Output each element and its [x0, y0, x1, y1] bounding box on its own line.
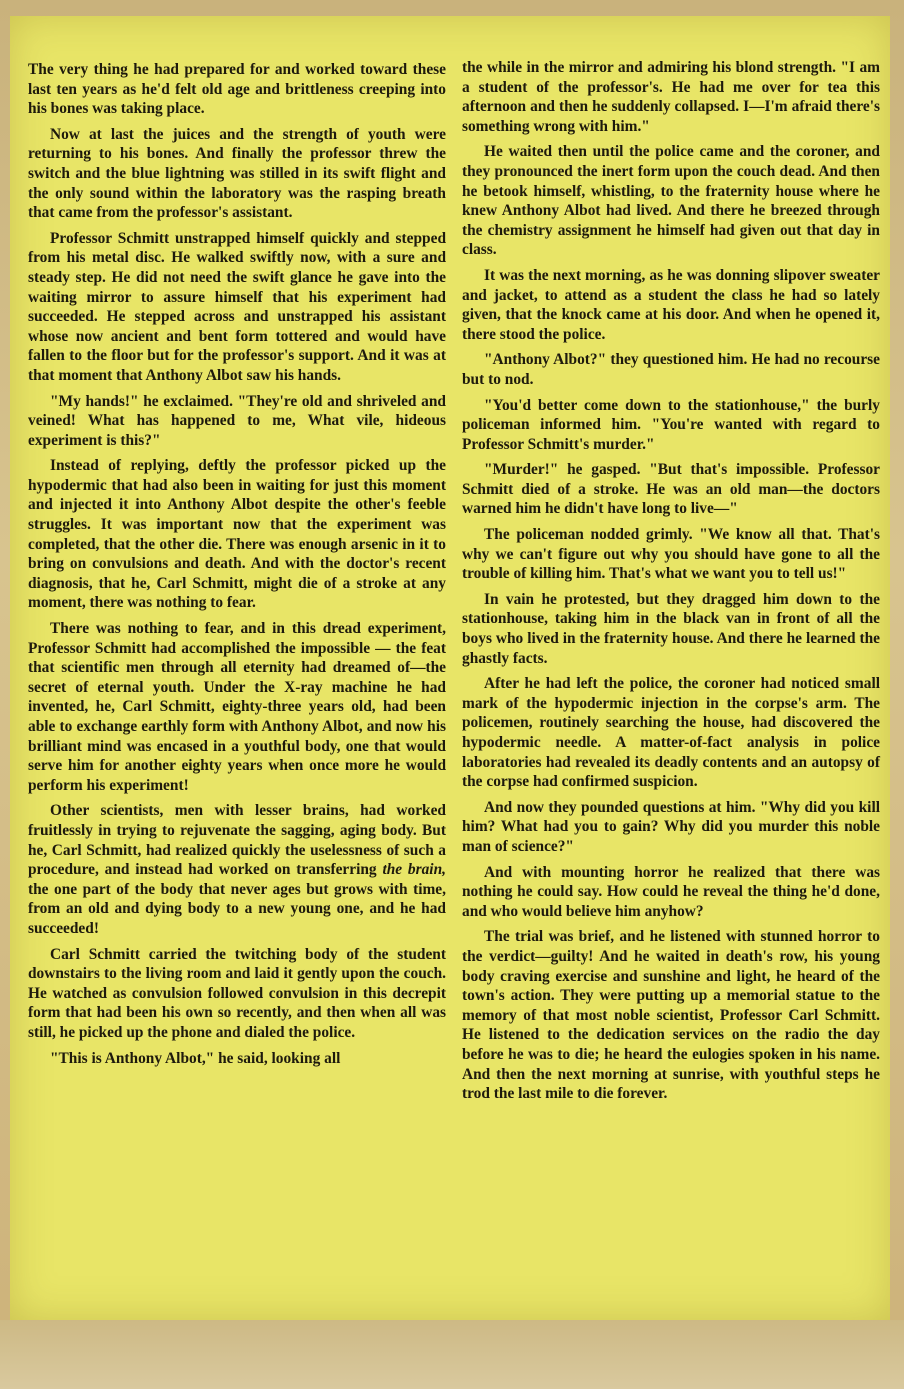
paragraph: There was nothing to fear, and in this dread experiment, Professor Schmitt had accomplished the impossible — the feat that scientific men through all eternity had dreamed of—the secret of eternal youth. Under the X-ray machine he had invented, he, Carl Schmitt, eighty-three years old, had been able to exchange earthly form with Anthony Albot, and now his brilliant mind was encased in a youthful body, one that would serve him for another eighty years when once more he would perform his experiment!: [28, 620, 446, 794]
paragraph: After he had left the police, the coroner had noticed small mark of the hypodermic injection in the corpse's arm. The policemen, routinely searching the house, had discovered the hypodermic needle. A matter-of-fact analysis in police laboratories had revealed its deadly contents and an autopsy of the corpse had confirmed suspicion.: [462, 675, 880, 791]
paragraph: Professor Schmitt unstrapped himself quickly and stepped from his metal disc. He walked swiftly now, with a sure and steady step. He did not need the swift glance he gave into the waiting mirror to assure himself that his experiment had succeeded. He stepped across and unstrapped his assistant whose now ancient and bent form tottered and would have fallen to the floor but for the professor's support. And it was at that moment that Anthony Albot saw his hands.: [28, 229, 446, 384]
paragraph: He waited then until the police came and the coroner, and they pronounced the inert form upon the couch dead. And then he betook himself, whistling, to the fraternity house where he knew Anthony Albot had lived. And there he breezed through the chemistry assignment he himself had given out that day in class.: [462, 143, 880, 259]
page-bottom-margin: [0, 1320, 904, 1389]
paragraph: [28, 801, 446, 938]
paragraph: In vain he protested, but they dragged him down to the stationhouse, taking him in the black van in front of all the boys who lived in the fraternity house. And there he learned the ghastly facts.: [462, 590, 880, 667]
paragraph: It was the next morning, as he was donning slipover sweater and jacket, to attend as a student the class he had so lately given, that the knock came at his door. And when he opened it, there stood the police.: [462, 266, 880, 343]
paragraph-text: Other scientists, men with lesser brains, had worked fruitlessly in trying to rejuvenate the sagging, aging body. But he, Carl Schmitt, had realized quickly the uselessness of such a procedure, and instead had worked on transferring: [28, 802, 446, 879]
emphasis-text: the brain,: [382, 861, 446, 879]
paragraph: "This is Anthony Albot," he said, looking all: [50, 1049, 341, 1067]
paragraph: "My hands!" he exclaimed. "They're old and shriveled and veined! What has happened to me, What vile, hideous experiment is this?": [28, 392, 446, 449]
paragraph: "Murder!" he gasped. "But that's impossible. Professor Schmitt died of a stroke. He was an old man—the doctors warned him he didn't have long to live—": [462, 461, 880, 518]
paragraph: And now they pounded questions at him. "Why did you kill him? What had you to gain? Why did you murder this noble man of science?": [462, 798, 880, 855]
paragraph: And with mounting horror he realized that there was nothing he could say. How could he reveal the thing he'd done, and who would believe him anyhow?: [462, 863, 880, 920]
paragraph-text: the one part of the body that never ages but grows with time, from an old and dying body to a new young one, and he had succeeded!: [28, 880, 446, 937]
left-column: [28, 60, 446, 1068]
paragraph: Instead of replying, deftly the professor picked up the hypodermic that had also been in waiting for just this moment and injected it into Anthony Albot despite the other's feeble struggles. It was important now that the experiment was completed, that the other die. There was enough arsenic in it to bring on convulsions and death. And with the doctor's recent diagnosis, that he, Carl Schmitt, might die of a stroke at any moment, there was nothing to fear.: [28, 457, 446, 612]
right-column: [462, 58, 880, 1104]
paragraph: Now at last the juices and the strength of youth were returning to his bones. And finally the professor threw the switch and the blue lightning was stilled in its swift flight and the only sound within the laboratory was the rasping breath that came from the professor's assistant.: [28, 125, 446, 222]
paragraph: Carl Schmitt carried the twitching body of the student downstairs to the living room and laid it gently upon the couch. He watched as convulsion followed convulsion in this decrepit form that had been his own so recently, and then when all was still, he picked up the phone and dialed the police.: [28, 945, 446, 1041]
paragraph: "You'd better come down to the stationhouse," the burly policeman informed him. "You're wanted with regard to Professor Schmitt's murder.": [462, 396, 880, 453]
paragraph: The very thing he had prepared for and worked toward these last ten years as he'd felt old age and brittleness creeping into his bones was taking place.: [28, 61, 446, 118]
paragraph: the while in the mirror and admiring his blond strength. "I am a student of the professor's. He had me over for tea this afternoon and then he suddenly collapsed. I—I'm afraid there's something wrong with him.": [462, 59, 880, 135]
story-panel: [10, 16, 890, 1320]
paragraph: "Anthony Albot?" they questioned him. He had no recourse but to nod.: [462, 351, 880, 388]
paragraph: The policeman nodded grimly. "We know all that. That's why we can't figure out why you should have gone to all the trouble of killing him. That's what we want you to tell us!": [462, 526, 880, 583]
paragraph: The trial was brief, and he listened with stunned horror to the verdict—guilty! And he waited in death's row, his young body craving exercise and sunshine and light, he heard of the town's action. They were putting up a memorial statue to the memory of that most noble scientist, Professor Carl Schmitt. He listened to the dedication services on the radio the day before he was to die; he heard the eulogies spoken in his name. And then the next morning at sunrise, with youthful steps he trod the last mile to die forever.: [462, 928, 880, 1103]
